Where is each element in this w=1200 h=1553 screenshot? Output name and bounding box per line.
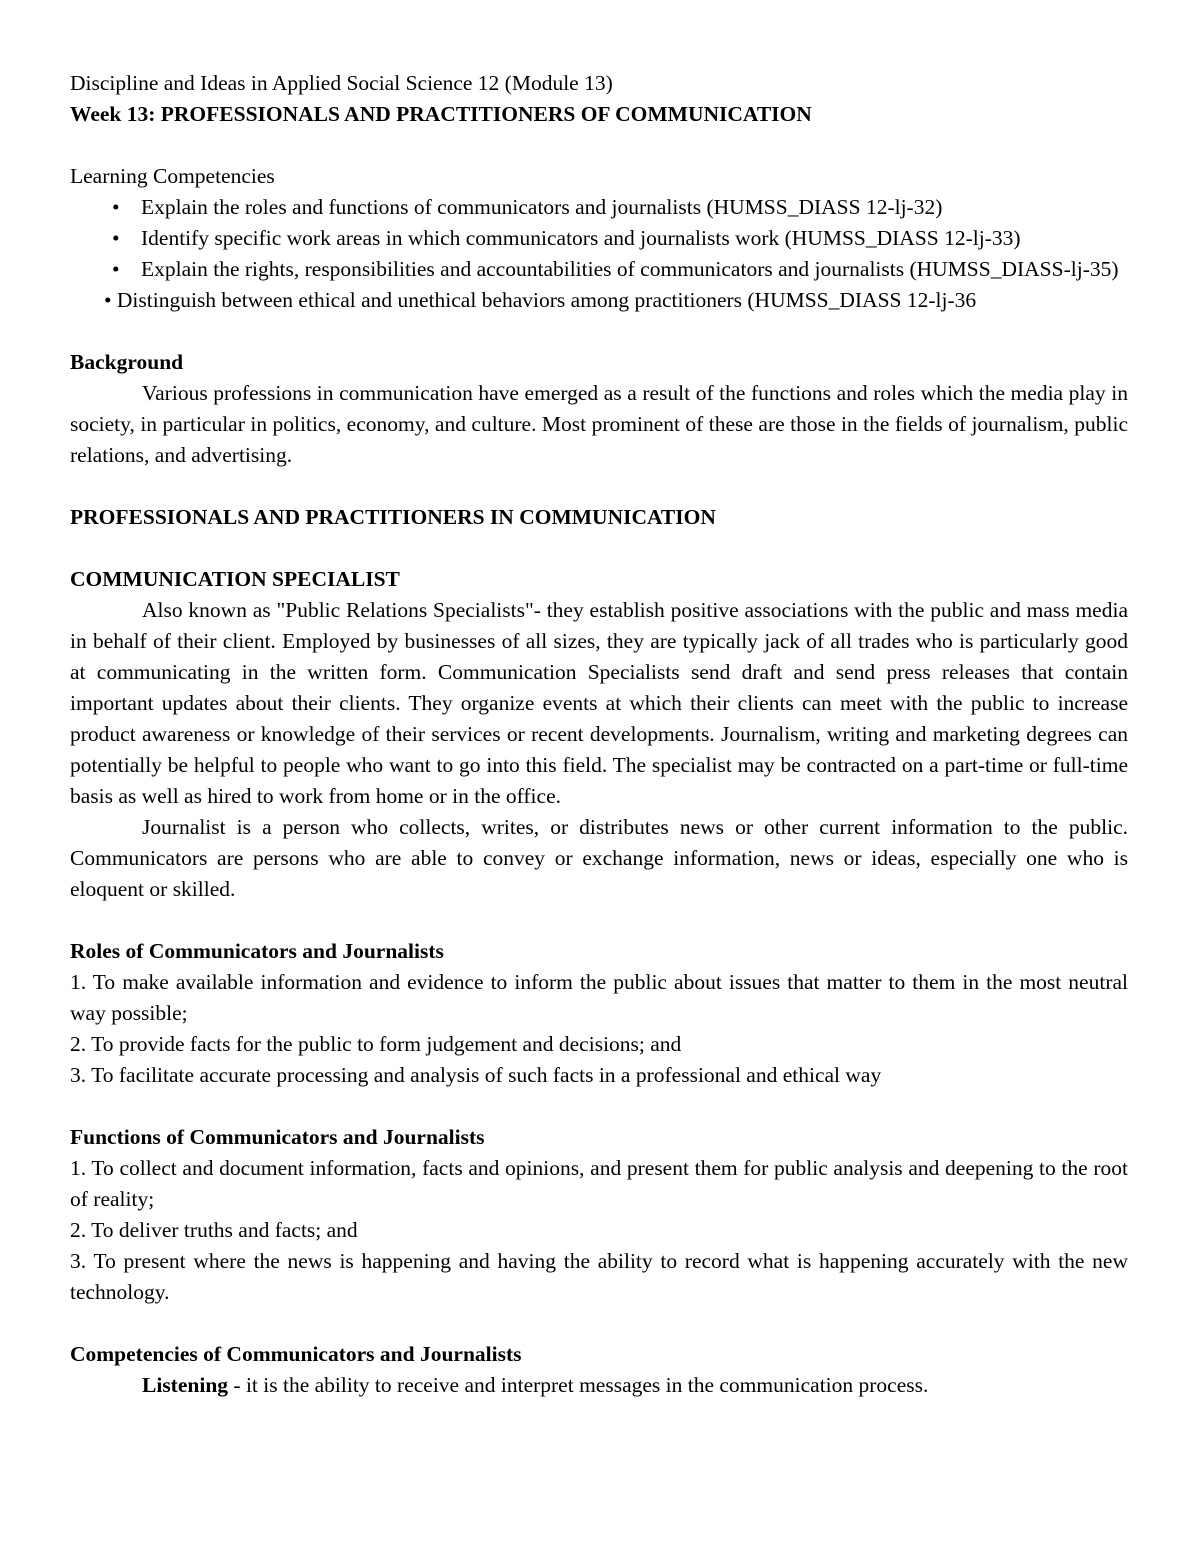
competencies-list bbox=[70, 192, 1128, 285]
listening-term: Listening bbox=[142, 1373, 229, 1397]
listening-definition bbox=[70, 1370, 1128, 1401]
background-text: Various professions in communication have emerged as a result of the functions and roles which the media play in society, in particular in politics, economy, and culture. Most prominent of these are those in the fields of journalism, public relations, and advertising. bbox=[70, 381, 1128, 467]
competency-item-last: • Distinguish between ethical and unethical behaviors among practitioners (HUMSS_DIASS 12-lj-36 bbox=[104, 288, 977, 312]
document-page bbox=[70, 68, 1128, 1401]
competency-item: • Explain the rights, responsibilities and accountabilities of communicators and journalists (HUMSS_DIASS-lj-35) bbox=[70, 254, 1128, 285]
functions-heading: Functions of Communicators and Journalists bbox=[70, 1125, 485, 1149]
competencies-cj-heading: Competencies of Communicators and Journalists bbox=[70, 1342, 522, 1366]
competency-item: • Explain the roles and functions of communicators and journalists (HUMSS_DIASS 12-lj-32) bbox=[70, 192, 1128, 223]
specialist-heading: COMMUNICATION SPECIALIST bbox=[70, 567, 400, 591]
roles-item: 1. To make available information and evidence to inform the public about issues that matter to them in the most neutral way possible; bbox=[70, 970, 1128, 1025]
competencies-heading: Learning Competencies bbox=[70, 164, 275, 188]
competency-item: • Identify specific work areas in which communicators and journalists work (HUMSS_DIASS 12-lj-33) bbox=[70, 223, 1128, 254]
roles-item: 3. To facilitate accurate processing and analysis of such facts in a professional and ethical way bbox=[70, 1063, 882, 1087]
bullet-icon: • bbox=[112, 257, 120, 281]
roles-heading: Roles of Communicators and Journalists bbox=[70, 939, 444, 963]
week-title: Week 13: PROFESSIONALS AND PRACTITIONERS OF COMMUNICATION bbox=[70, 102, 812, 126]
background-heading: Background bbox=[70, 350, 184, 374]
course-title: Discipline and Ideas in Applied Social Science 12 (Module 13) bbox=[70, 71, 613, 95]
bullet-icon: • bbox=[112, 195, 120, 219]
roles-item: 2. To provide facts for the public to form judgement and decisions; and bbox=[70, 1032, 682, 1056]
bullet-icon: • bbox=[112, 226, 120, 250]
section-title: PROFESSIONALS AND PRACTITIONERS IN COMMUNICATION bbox=[70, 505, 716, 529]
listening-text: - it is the ability to receive and interpret messages in the communication process. bbox=[228, 1373, 929, 1397]
functions-item: 2. To deliver truths and facts; and bbox=[70, 1218, 358, 1242]
specialist-paragraph-2: Journalist is a person who collects, writes, or distributes news or other current information to the public. Communicators are persons who are able to convey or exchange information, news or ideas, especially one who is eloquent or skilled. bbox=[70, 815, 1128, 901]
functions-item: 3. To present where the news is happening and having the ability to record what is happening accurately with the new technology. bbox=[70, 1249, 1128, 1304]
specialist-paragraph-1: Also known as "Public Relations Specialists"- they establish positive associations with the public and mass media in behalf of their client. Employed by businesses of all sizes, they are typically jack of all trades who is particularly good at communicating in the written form. Communication Specialists send draft and send press releases that contain important updates about their clients. They organize events at which their clients can meet with the public to increase product awareness or knowledge of their services or recent developments. Journalism, writing and marketing degrees can potentially be helpful to people who want to go into this field. The specialist may be contracted on a part-time or full-time basis as well as hired to work from home or in the office. bbox=[70, 598, 1128, 808]
functions-item: 1. To collect and document information, facts and opinions, and present them for public analysis and deepening to the root of reality; bbox=[70, 1156, 1128, 1211]
